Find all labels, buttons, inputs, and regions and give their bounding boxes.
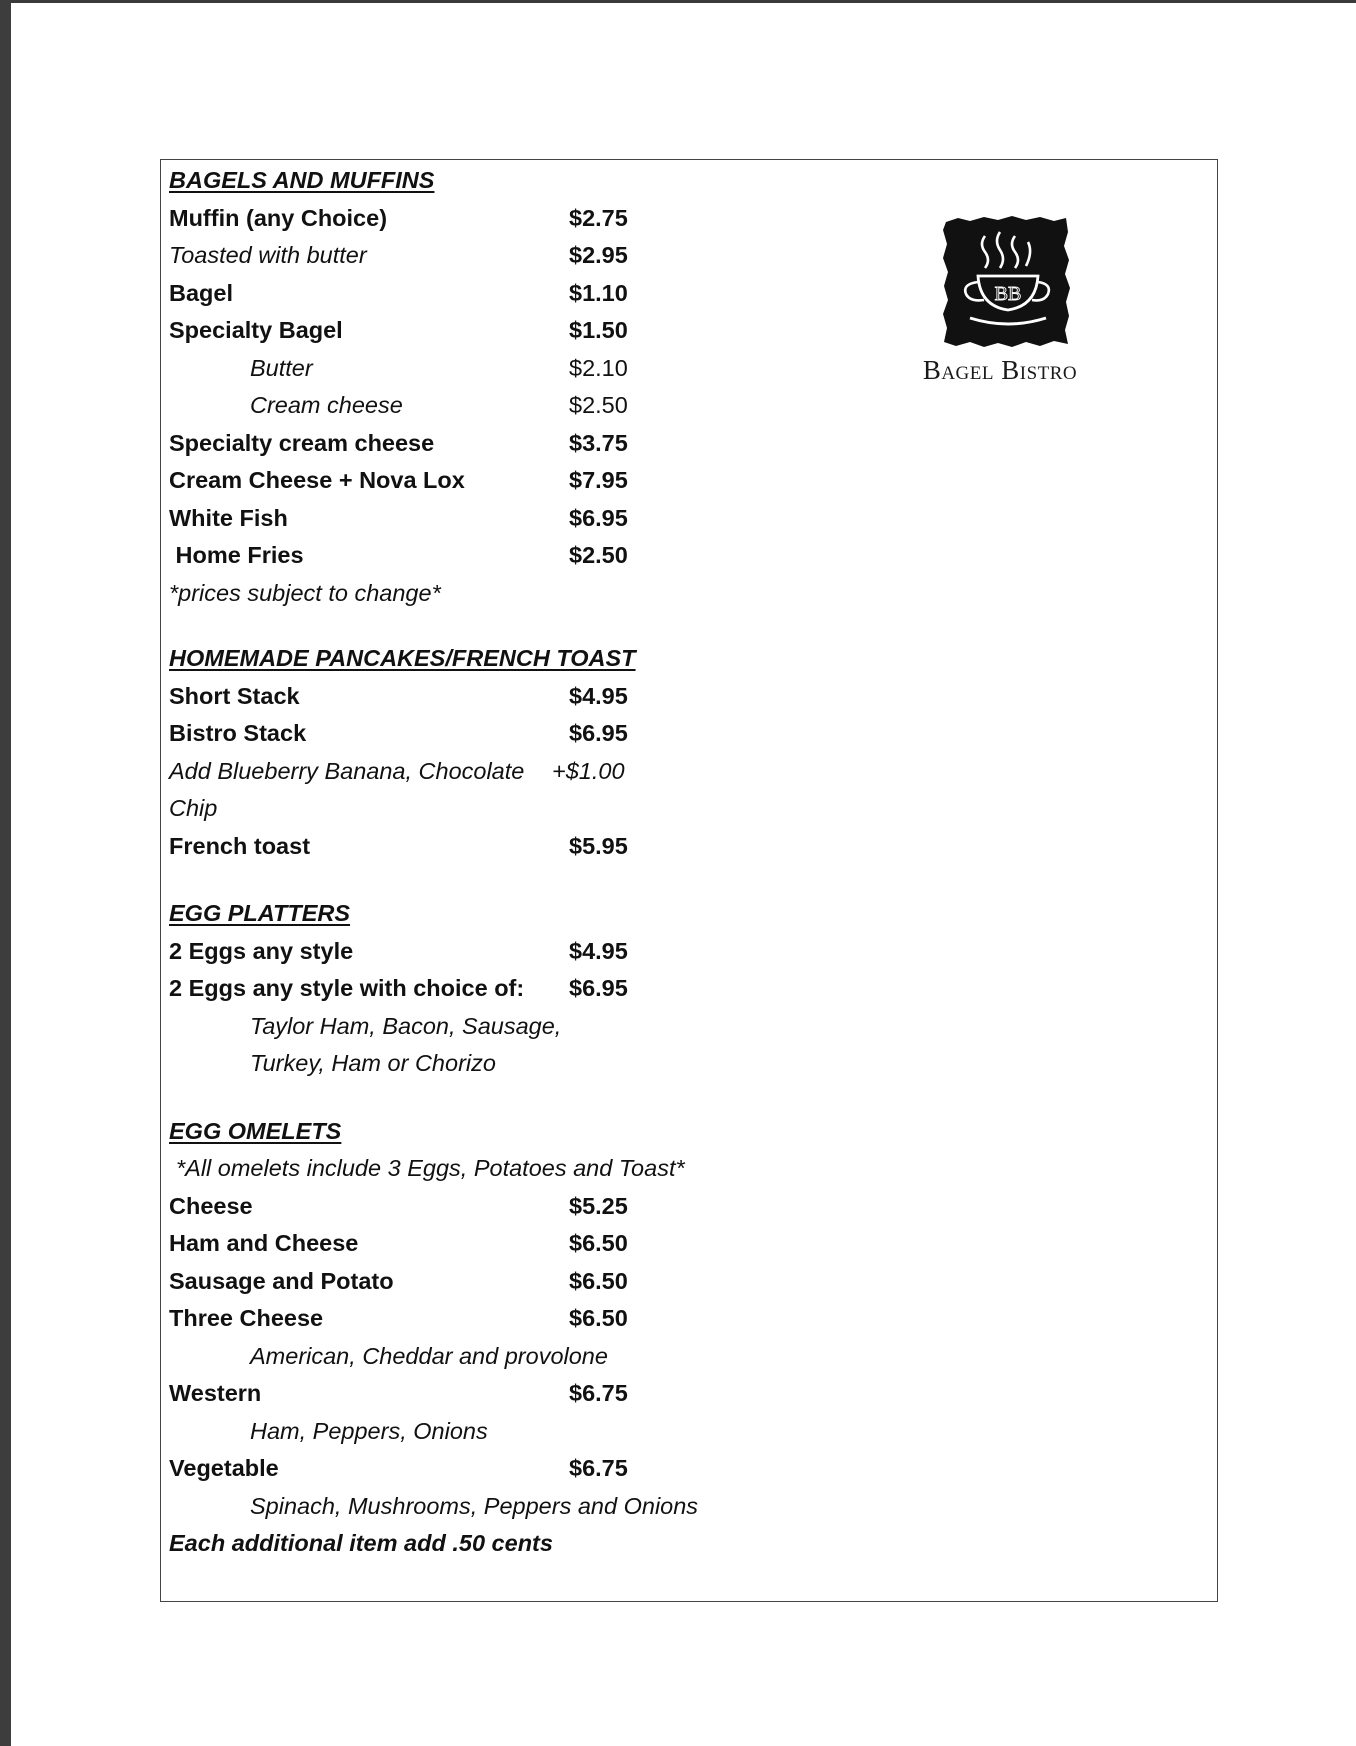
description-text: American, Cheddar and provolone	[250, 1342, 608, 1369]
item-price: $6.95	[569, 975, 628, 1001]
item-name: Cream cheese	[250, 392, 403, 418]
menu-item	[169, 275, 729, 313]
item-price: $2.75	[569, 204, 628, 231]
item-name: Sausage and Potato	[169, 1267, 394, 1294]
menu-item	[169, 678, 729, 716]
item-name: Toasted with butter	[169, 242, 367, 268]
description-text: Spinach, Mushrooms, Peppers and Onions	[250, 1492, 699, 1519]
item-price: $6.50	[569, 1230, 628, 1256]
item-price: $6.50	[569, 1305, 628, 1331]
item-name: Vegetable	[169, 1455, 279, 1481]
window-left-border	[0, 0, 11, 1746]
item-name: 2 Eggs any style	[169, 937, 354, 964]
item-name: Cream Cheese + Nova Lox	[169, 467, 465, 493]
item-description	[169, 1338, 729, 1376]
description-text: Ham, Peppers, Onions	[250, 1417, 488, 1444]
section-gap	[169, 612, 729, 640]
item-name: Home Fries	[169, 542, 304, 568]
window-top-border	[0, 0, 1356, 3]
item-name: Specialty Bagel	[169, 317, 343, 343]
section-header-pancakes	[169, 640, 729, 678]
item-name: Specialty cream cheese	[169, 429, 435, 456]
menu-item	[169, 1263, 729, 1301]
addon-text: Chip	[169, 795, 218, 821]
menu-item	[169, 1300, 729, 1338]
section-header-omelets	[169, 1113, 729, 1151]
section-title: BAGELS AND MUFFINS	[169, 167, 435, 193]
section-gap	[169, 1083, 729, 1113]
price-note	[169, 575, 729, 613]
menu-item	[169, 1375, 729, 1413]
item-description	[169, 1488, 729, 1526]
item-price: $4.95	[569, 937, 628, 964]
item-price: $2.95	[569, 242, 628, 268]
item-price: $5.25	[569, 1192, 628, 1219]
item-price: $6.95	[569, 720, 628, 746]
menu-column	[169, 162, 729, 1563]
omelet-note	[169, 1150, 729, 1188]
menu-item	[169, 237, 729, 275]
item-name: Bagel	[169, 279, 233, 306]
menu-item	[169, 500, 729, 538]
menu-subitem	[169, 387, 729, 425]
section-header-eggs	[169, 895, 729, 933]
item-price: $2.50	[569, 392, 628, 418]
addon-price: +$1.00	[552, 757, 625, 784]
item-name: Bistro Stack	[169, 720, 307, 746]
menu-item	[169, 828, 729, 866]
item-description	[169, 1045, 729, 1083]
addon-item	[169, 753, 729, 791]
menu-item	[169, 200, 729, 238]
menu-item	[169, 1188, 729, 1226]
note-text: *prices subject to change*	[169, 579, 441, 606]
item-name: Cheese	[169, 1192, 253, 1219]
section-title: EGG PLATTERS	[169, 900, 351, 926]
item-name: White Fish	[169, 504, 288, 531]
item-name: 2 Eggs any style with choice of:	[169, 975, 525, 1001]
menu-item	[169, 537, 729, 575]
note-text: *All omelets include 3 Eggs, Potatoes and Toast*	[176, 1155, 685, 1181]
menu-item	[169, 1225, 729, 1263]
menu-subitem	[169, 350, 729, 388]
menu-item	[169, 425, 729, 463]
item-price: $5.95	[569, 832, 628, 859]
item-price: $2.10	[569, 354, 628, 381]
item-name: Western	[169, 1380, 262, 1406]
item-price: $7.95	[569, 467, 628, 493]
item-price: $6.75	[569, 1380, 628, 1406]
item-name: Short Stack	[169, 682, 300, 709]
description-text: Turkey, Ham or Chorizo	[250, 1050, 496, 1076]
item-price: $6.50	[569, 1267, 628, 1294]
omelet-footer	[169, 1525, 729, 1563]
description-text: Taylor Ham, Bacon, Sausage,	[250, 1012, 562, 1039]
item-name: Butter	[250, 354, 313, 381]
menu-item	[169, 933, 729, 971]
section-title: EGG OMELETS	[169, 1117, 342, 1144]
coffee-cup-icon	[940, 214, 1072, 350]
item-price: $4.95	[569, 682, 628, 709]
item-price: $1.10	[569, 279, 628, 306]
item-name: Ham and Cheese	[169, 1230, 359, 1256]
item-price: $6.95	[569, 504, 628, 531]
brand-name: Bagel Bistro	[922, 355, 1078, 385]
section-title: HOMEMADE PANCAKES/FRENCH TOAST	[169, 645, 636, 671]
addon-text: Add Blueberry Banana, Chocolate	[169, 757, 525, 784]
menu-item	[169, 715, 729, 753]
footer-text: Each additional item add .50 cents	[169, 1530, 553, 1556]
menu-item	[169, 1450, 729, 1488]
item-price: $2.50	[569, 542, 628, 568]
addon-item-continued	[169, 790, 729, 828]
section-header-bagels	[169, 162, 729, 200]
item-price: $6.75	[569, 1455, 628, 1481]
item-name: Muffin (any Choice)	[169, 204, 388, 231]
item-name: French toast	[169, 832, 311, 859]
item-description	[169, 1008, 729, 1046]
section-gap	[169, 865, 729, 895]
item-name: Three Cheese	[169, 1305, 324, 1331]
menu-item	[169, 970, 729, 1008]
item-price: $1.50	[569, 317, 628, 343]
logo-monogram: BB	[994, 283, 1022, 305]
menu-item	[169, 462, 729, 500]
brand-logo	[860, 208, 1140, 393]
item-description	[169, 1413, 729, 1451]
menu-item	[169, 312, 729, 350]
item-price: $3.75	[569, 429, 628, 456]
